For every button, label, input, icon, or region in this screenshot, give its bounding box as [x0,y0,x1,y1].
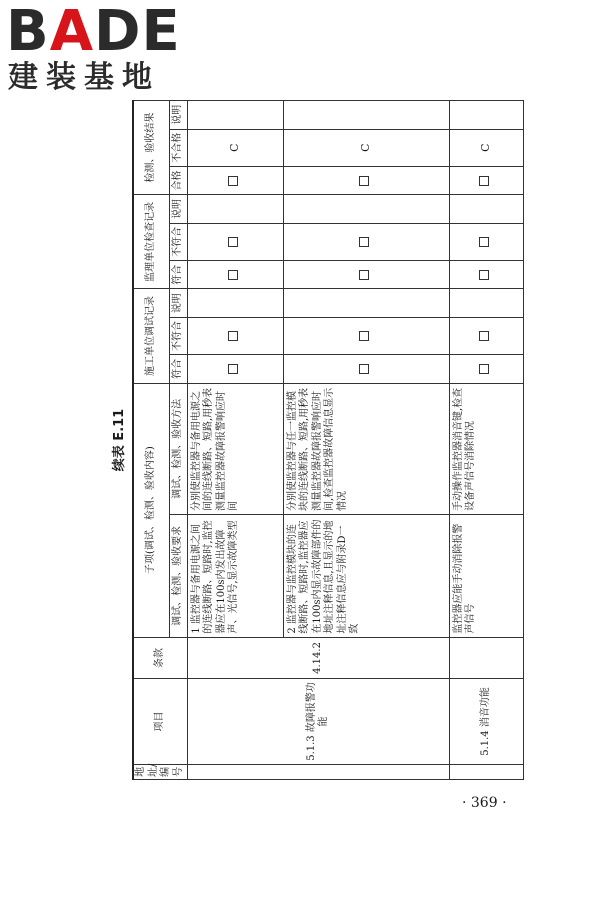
note-cell [187,101,283,130]
checkbox-cell[interactable] [187,223,283,260]
table-caption: 续表 E.11 [112,408,127,472]
checkbox[interactable] [359,270,369,280]
header-s-conform: 符合 [169,260,187,288]
checkbox-cell[interactable] [449,223,523,260]
checkbox[interactable] [479,331,489,341]
result-mark: C [449,129,523,166]
header-s-note: 说明 [169,195,187,223]
cell-clause [449,637,523,679]
checkbox[interactable] [359,331,369,341]
header-address-no: 地址/编号 [133,764,187,779]
checkbox-cell[interactable] [449,355,523,383]
result-mark: C [283,129,449,166]
checkbox[interactable] [479,364,489,374]
header-c-nonconform: 不符合 [169,317,187,354]
header-r-note: 说明 [169,101,187,130]
header-construction: 施工单位调试记录 [133,289,169,383]
header-method: 调试、检测、验收方法 [169,383,187,514]
checkbox[interactable] [228,270,238,280]
inspection-table [132,100,524,780]
header-result: 检测、验收结果 [133,101,169,195]
cell-project: 5.1.3 故障报警功能 [187,679,449,764]
cell-address [449,764,523,779]
cell-method: 分别使监控器与备用电源之间的连线断路、短路,用秒表测量监控器故障报警响应时间 [187,383,283,514]
header-s-nonconform: 不符合 [169,223,187,260]
logo [6,0,181,95]
checkbox[interactable] [228,176,238,186]
checkbox[interactable] [228,237,238,247]
note-cell [449,195,523,223]
checkbox[interactable] [359,176,369,186]
checkbox-cell[interactable] [283,260,449,288]
checkbox[interactable] [359,237,369,247]
note-cell [283,289,449,317]
cell-clause: 4.14.2 [187,637,449,679]
note-cell [283,195,449,223]
checkbox[interactable] [479,270,489,280]
header-supervision: 监理单位检查记录 [133,195,169,289]
header-r-unqualified: 不合格 [169,129,187,166]
checkbox[interactable] [479,176,489,186]
checkbox-cell[interactable] [449,260,523,288]
checkbox-cell[interactable] [187,166,283,194]
cell-method: 手动操作监控器消音键,检查设备声信号消除情况 [449,383,523,514]
checkbox-cell[interactable] [187,260,283,288]
header-c-conform: 符合 [169,355,187,383]
header-sub-item: 子项(调试、检测、验收内容) [133,383,169,637]
checkbox-cell[interactable] [283,317,449,354]
note-cell [283,101,449,130]
header-clause: 条款 [133,637,187,679]
cell-req: 2 监控器与监控模块的连线断路、短路时,监控器应在100s内显示故障部件的地址注释信息,且显示的地址注释信息应与附录D一致 [283,515,449,638]
header-req: 调试、检测、验收要求 [169,515,187,638]
cell-req: 监控器应能手动消除报警声信号 [449,515,523,638]
cell-project: 5.1.4 消音功能 [449,679,523,764]
note-cell [449,101,523,130]
logo-subtitle: 建装基地 [8,60,160,95]
logo-accent-letter: A [49,0,95,64]
note-cell [187,195,283,223]
header-r-qualified: 合格 [169,166,187,194]
header-project: 项目 [133,679,187,764]
checkbox[interactable] [359,364,369,374]
page-number: · 369 · [462,795,507,811]
checkbox-cell[interactable] [283,166,449,194]
checkbox-cell[interactable] [283,355,449,383]
checkbox-cell[interactable] [187,355,283,383]
result-mark: C [187,129,283,166]
checkbox[interactable] [228,364,238,374]
header-c-note: 说明 [169,289,187,317]
rotated-page [110,100,522,780]
checkbox-cell[interactable] [283,223,449,260]
checkbox-cell[interactable] [187,317,283,354]
cell-method: 分别使监控器与任一监控模块的连线断路、短路,用秒表测量监控器故障报警响应时间,检查监控器故障信息显示情况 [283,383,449,514]
checkbox[interactable] [228,331,238,341]
checkbox-cell[interactable] [449,166,523,194]
checkbox-cell[interactable] [449,317,523,354]
note-cell [449,289,523,317]
cell-req: 1 监控器与备用电源之间的连线断路、短路时,监控器应在100s内发出故障声、光信号,显示故障类型 [187,515,283,638]
cell-address [187,764,449,779]
note-cell [187,289,283,317]
checkbox[interactable] [479,237,489,247]
logo-brand: BADE [6,0,181,64]
